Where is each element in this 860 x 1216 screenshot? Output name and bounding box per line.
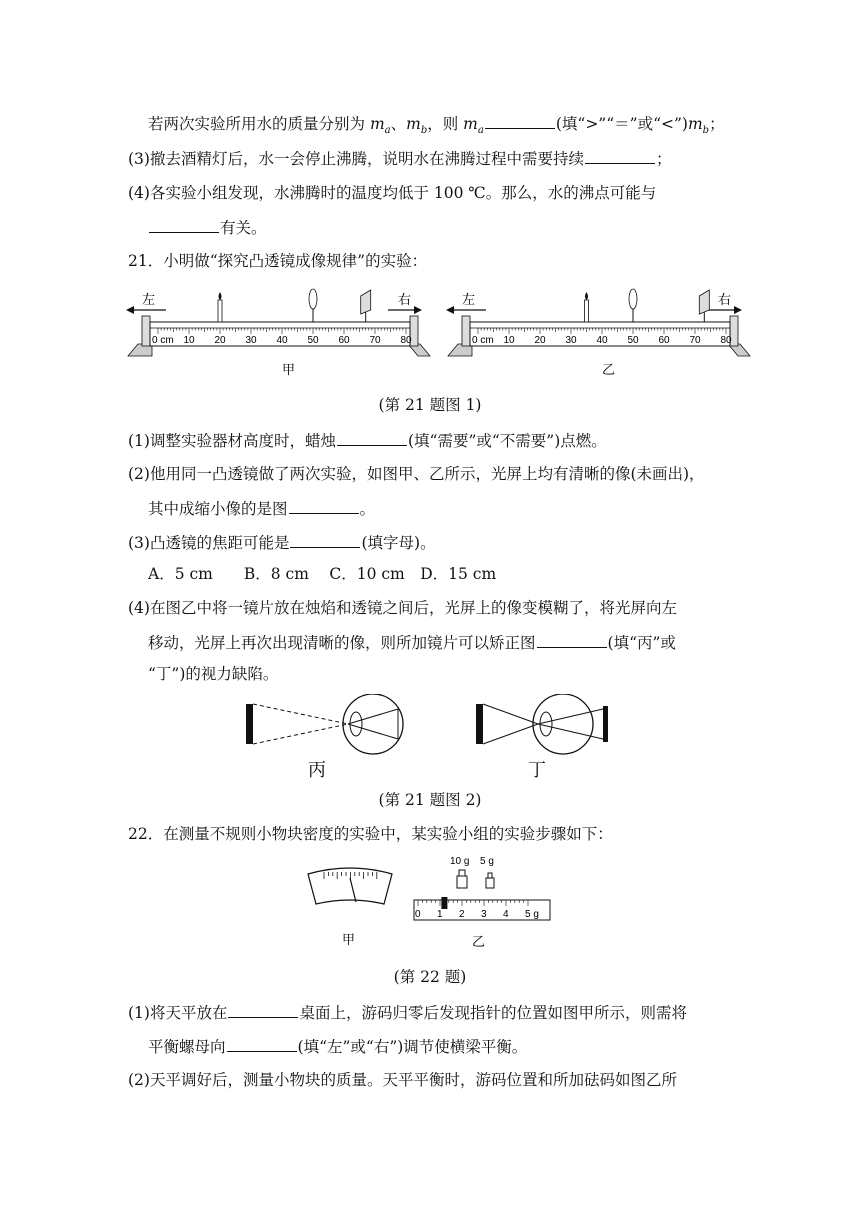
scale-label: 5 g bbox=[525, 909, 539, 920]
candle-flame bbox=[219, 292, 222, 300]
pointer-dial-jia bbox=[308, 868, 392, 947]
q21-4-cont: 移动，光屏上再次出现清晰的像，则所加镜片可以矫正图 (填“丙”或 bbox=[148, 631, 676, 654]
ruler-label: 30 bbox=[245, 335, 257, 346]
text-line-mass: 若两次实验所用水的质量分别为 $m_a$、$m_b$，则 $m_a$ (填“>”“＝”或“$<”)m_b$； bbox=[148, 112, 725, 142]
answer-blank[interactable] bbox=[289, 497, 359, 514]
convex-lens bbox=[629, 289, 637, 309]
bing-label: 丙 bbox=[308, 760, 326, 780]
q22-2: (2)天平调好后，测量小物块的质量。天平平衡时，游码位置和所加砝码如图乙所 bbox=[128, 1071, 677, 1089]
fig22-balance bbox=[300, 852, 560, 960]
q21-2: (2)他用同一凸透镜做了两次实验，如图甲、乙所示，光屏上均有清晰的像(未画出)， bbox=[128, 465, 705, 483]
q21-3: (3)凸透镜的焦距可能是 (填字母)。 bbox=[128, 531, 436, 554]
bench-items-jia bbox=[218, 289, 371, 322]
svg-text:0 cm: 0 cm bbox=[472, 335, 494, 346]
bench-yi bbox=[446, 289, 750, 377]
fig22-caption: (第 22 题) bbox=[393, 968, 467, 986]
candle bbox=[218, 300, 222, 322]
scale-label: 3 bbox=[481, 909, 487, 920]
q21-title: 21．小明做“探究凸透镜成像规律”的实验： bbox=[128, 252, 428, 270]
weight-10g bbox=[457, 876, 467, 888]
fig21-2-eyes bbox=[238, 694, 628, 788]
eye-bing bbox=[246, 694, 403, 780]
q20-4-cont: 有关。 bbox=[148, 216, 267, 239]
right-label: 右 bbox=[398, 292, 412, 307]
fig21-2-caption: (第 21 题图 2) bbox=[378, 791, 482, 809]
candle bbox=[585, 300, 589, 322]
rider bbox=[441, 897, 447, 909]
light-screen bbox=[361, 290, 371, 314]
svg-text:右: 右 bbox=[718, 292, 732, 307]
weight-5g bbox=[486, 878, 494, 888]
ruler-label: 80 bbox=[720, 335, 732, 346]
q22-title: 22．在测量不规则小物块密度的实验中，某实验小组的实验步骤如下： bbox=[128, 825, 613, 843]
ruler-label: 40 bbox=[596, 335, 608, 346]
beam-scale-yi bbox=[414, 897, 550, 949]
left-label: 左 bbox=[142, 292, 156, 307]
weight-10g-label: 10 g bbox=[450, 856, 470, 867]
yi-label: 乙 bbox=[602, 362, 616, 377]
q20-4: (4)各实验小组发现，水沸腾时的温度均低于 100 ℃。那么，水的沸点可能与 bbox=[128, 184, 657, 202]
q21-3-options: A．5 cm B．8 cm C．10 cm D．15 cm bbox=[148, 565, 497, 583]
ruler-label: 30 bbox=[565, 335, 577, 346]
q21-2-cont: 其中成缩小像的是图 。 bbox=[148, 497, 375, 520]
jia-label: 甲 bbox=[342, 932, 356, 947]
scale-label: 2 bbox=[459, 909, 465, 920]
ruler-label: 20 bbox=[534, 335, 546, 346]
answer-blank[interactable] bbox=[485, 112, 555, 129]
q21-4-cont2: “丁”)的视力缺陷。 bbox=[148, 665, 279, 683]
q22-1-cont: 平衡螺母向 (填“左”或“右”)调节使横梁平衡。 bbox=[148, 1035, 527, 1058]
ruler-label: 10 bbox=[183, 335, 195, 346]
answer-blank[interactable] bbox=[149, 216, 219, 233]
weight-5g-label: 5 g bbox=[480, 856, 494, 867]
ruler-label: 50 bbox=[627, 335, 639, 346]
fig21-1-optical-benches bbox=[118, 282, 758, 386]
light-screen bbox=[699, 290, 709, 314]
yi-label: 乙 bbox=[472, 934, 486, 949]
ding-label: 丁 bbox=[528, 760, 546, 780]
ruler-label: 70 bbox=[369, 335, 381, 346]
ruler-label: 50 bbox=[307, 335, 319, 346]
scale-label: 4 bbox=[503, 909, 509, 920]
bench-jia bbox=[126, 289, 430, 377]
answer-blank[interactable] bbox=[537, 631, 607, 648]
fig21-1-caption: (第 21 题图 1) bbox=[378, 396, 482, 414]
ruler-label: 10 bbox=[503, 335, 515, 346]
answer-blank[interactable] bbox=[227, 1035, 297, 1052]
scale-label: 1 bbox=[437, 909, 443, 920]
answer-blank[interactable] bbox=[228, 1001, 298, 1018]
bench-items-yi bbox=[585, 289, 710, 322]
convex-lens bbox=[309, 289, 317, 309]
svg-text:左: 左 bbox=[462, 292, 476, 307]
eye-ding bbox=[476, 694, 608, 780]
q20-3: (3)撤去酒精灯后，水一会停止沸腾，说明水在沸腾过程中需要持续 ； bbox=[128, 147, 671, 170]
ruler-label: 80 bbox=[400, 335, 412, 346]
answer-blank[interactable] bbox=[585, 147, 655, 164]
ruler-label: 60 bbox=[338, 335, 350, 346]
weights bbox=[450, 856, 494, 888]
candle-flame bbox=[585, 292, 588, 300]
ruler-label: 20 bbox=[214, 335, 226, 346]
ruler-label: 40 bbox=[276, 335, 288, 346]
answer-blank[interactable] bbox=[337, 429, 407, 446]
q21-1: (1)调整实验器材高度时，蜡烛 (填“需要”或“不需要”)点燃。 bbox=[128, 429, 607, 452]
jia-label: 甲 bbox=[282, 362, 296, 377]
q22-1: (1)将天平放在 桌面上，游码归零后发现指针的位置如图甲所示，则需将 bbox=[128, 1001, 687, 1024]
ruler-label: 60 bbox=[658, 335, 670, 346]
q21-4: (4)在图乙中将一镜片放在烛焰和透镜之间后，光屏上的像变模糊了，将光屏向左 bbox=[128, 599, 677, 617]
answer-blank[interactable] bbox=[290, 531, 360, 548]
scale-label: 0 bbox=[415, 909, 421, 920]
ruler-label: 70 bbox=[689, 335, 701, 346]
svg-text:0 cm: 0 cm bbox=[152, 335, 174, 346]
